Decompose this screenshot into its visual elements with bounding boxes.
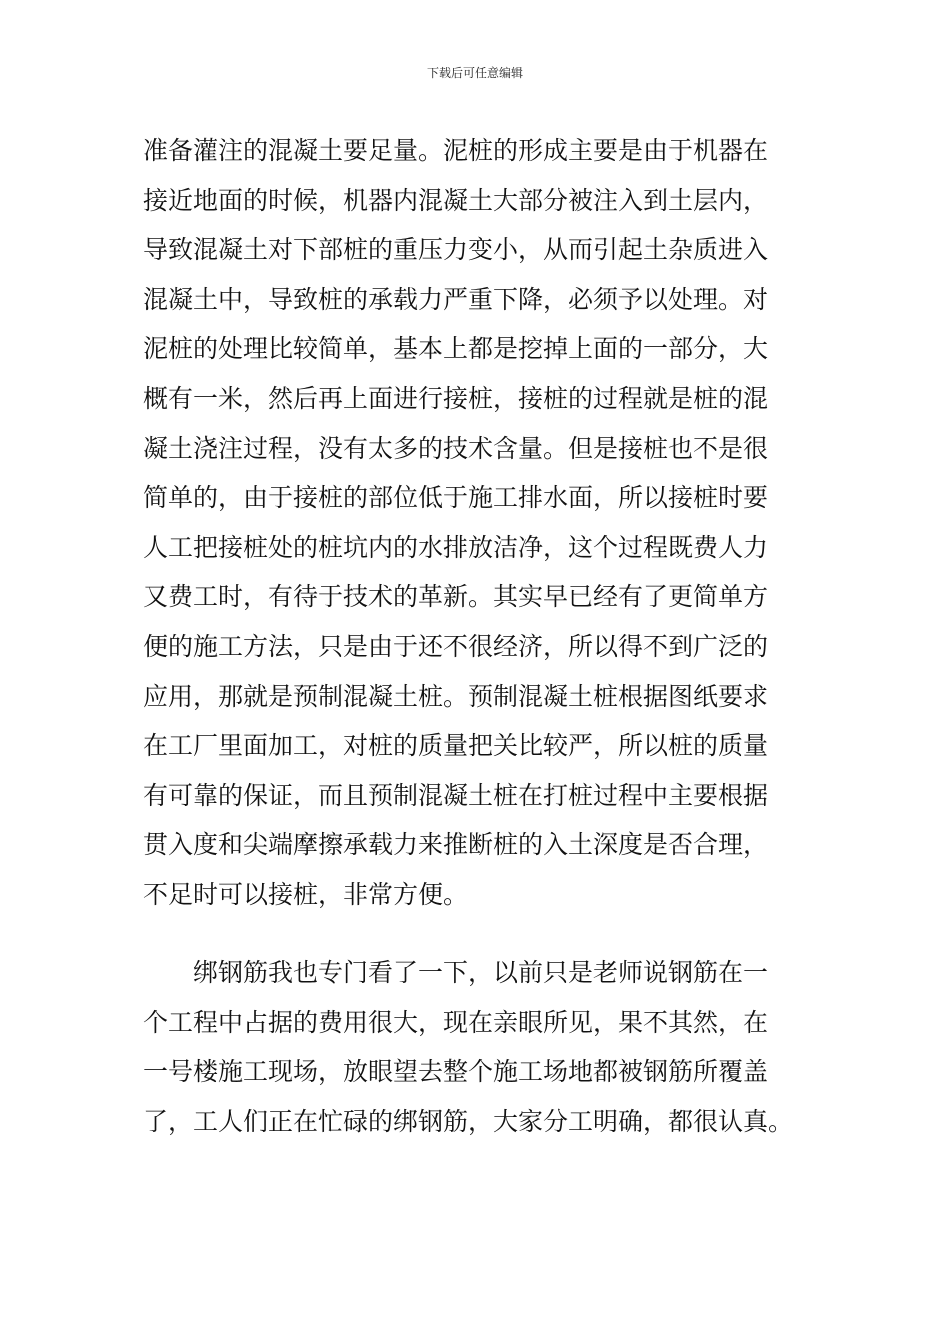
paragraph-1 (143, 126, 813, 920)
text-line: 泥桩的处理比较简单，基本上都是挖掉上面的一部分，大 (143, 334, 769, 364)
text-line: 概有一米，然后再上面进行接桩，接桩的过程就是桩的混 (143, 383, 769, 413)
text-line: 简单的，由于接桩的部位低于施工排水面，所以接桩时要 (143, 483, 769, 513)
text-line: 接近地面的时候，机器内混凝土大部分被注入到土层内， (143, 185, 769, 215)
text-line: 应用，那就是预制混凝土桩。预制混凝土桩根据图纸要求 (143, 681, 769, 711)
text-line: 了，工人们正在忙碌的绑钢筋，大家分工明确，都很认真。 (143, 1106, 794, 1136)
text-line: 贯入度和尖端摩擦承载力来推断桩的入土深度是否合理， (143, 830, 769, 860)
text-line: 在工厂里面加工，对桩的质量把关比较严，所以桩的质量 (143, 731, 769, 761)
text-line: 一号楼施工现场，放眼望去整个施工场地都被钢筋所覆盖 (143, 1057, 769, 1087)
text-line: 凝土浇注过程，没有太多的技术含量。但是接桩也不是很 (143, 433, 769, 463)
text-line: 便的施工方法，只是由于还不很经济，所以得不到广泛的 (143, 631, 769, 661)
text-line: 个工程中占据的费用很大，现在亲眼所见，果不其然，在 (143, 1007, 769, 1037)
text-line: 导致混凝土对下部桩的重压力变小，从而引起土杂质进入 (143, 235, 769, 265)
text-line: 混凝土中，导致桩的承载力严重下降，必须予以处理。对 (143, 284, 769, 314)
text-line: 绑钢筋我也专门看了一下，以前只是老师说钢筋在一 (193, 958, 769, 987)
text-line: 又费工时，有待于技术的革新。其实早已经有了更简单方 (143, 582, 769, 612)
text-line: 不足时可以接桩，非常方便。 (143, 879, 469, 909)
paragraph-2 (143, 948, 813, 1146)
text-line: 准备灌注的混凝土要足量。泥桩的形成主要是由于机器在 (143, 136, 769, 165)
text-line: 人工把接桩处的桩坑内的水排放洁净，这个过程既费人力 (143, 532, 769, 562)
text-line: 有可靠的保证，而且预制混凝土桩在打桩过程中主要根据 (143, 780, 769, 810)
page-header-note: 下载后可任意编辑 (426, 66, 523, 80)
